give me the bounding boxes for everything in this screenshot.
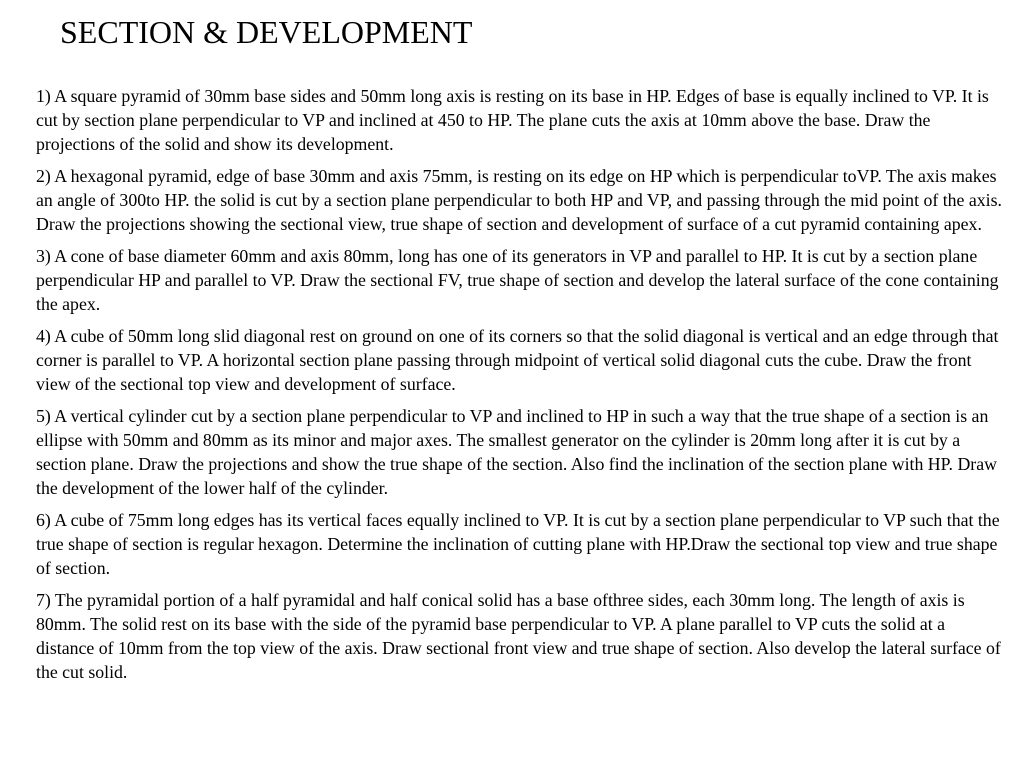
question-item: 1) A square pyramid of 30mm base sides and 50mm long axis is resting on its base in HP. Edges of base is equally inclined to VP. It is cut by section plane perpendicular to VP and inclined at 450 to HP. The plane cuts the axis at 10mm above the base. Draw the projections of the solid and show its development.	[36, 86, 989, 154]
question-list	[36, 84, 1004, 692]
slide-title: SECTION & DEVELOPMENT	[60, 14, 473, 50]
question-item: 7) The pyramidal portion of a half pyramidal and half conical solid has a base ofthree sides, each 30mm long. The length of axis is 80mm. The solid rest on its base with the side of the pyramid base perpendicular to VP. A plane parallel to VP cuts the solid at a distance of 10mm from the top view of the axis. Draw sectional front view and true shape of section. Also develop the lateral surface of the cut solid.	[36, 590, 1001, 682]
question-item: 5) A vertical cylinder cut by a section plane perpendicular to VP and inclined to HP in such a way that the true shape of a section is an ellipse with 50mm and 80mm as its minor and major axes. The smallest generator on the cylinder is 20mm long after it is cut by a section plane. Draw the projections and show the true shape of the section. Also find the inclination of the section plane with HP. Draw the development of the lower half of the cylinder.	[36, 406, 997, 498]
question-item: 6) A cube of 75mm long edges has its vertical faces equally inclined to VP. It is cut by a section plane perpendicular to VP such that the true shape of section is regular hexagon. Determine the inclination of cutting plane with HP.Draw the sectional top view and true shape of section.	[36, 510, 1000, 578]
question-item: 2) A hexagonal pyramid, edge of base 30mm and axis 75mm, is resting on its edge on HP which is perpendicular toVP. The axis makes an angle of 300to HP. the solid is cut by a section plane perpendicular to both HP and VP, and passing through the mid point of the axis. Draw the projections showing the sectional view, true shape of section and development of surface of a cut pyramid containing apex.	[36, 166, 1002, 234]
question-item: 4) A cube of 50mm long slid diagonal rest on ground on one of its corners so that the solid diagonal is vertical and an edge through that corner is parallel to VP. A horizontal section plane passing through midpoint of vertical solid diagonal cuts the cube. Draw the front view of the sectional top view and development of surface.	[36, 326, 999, 394]
question-item: 3) A cone of base diameter 60mm and axis 80mm, long has one of its generators in VP and parallel to HP. It is cut by a section plane perpendicular HP and parallel to VP. Draw the sectional FV, true shape of section and develop the lateral surface of the cone containing the apex.	[36, 246, 999, 314]
